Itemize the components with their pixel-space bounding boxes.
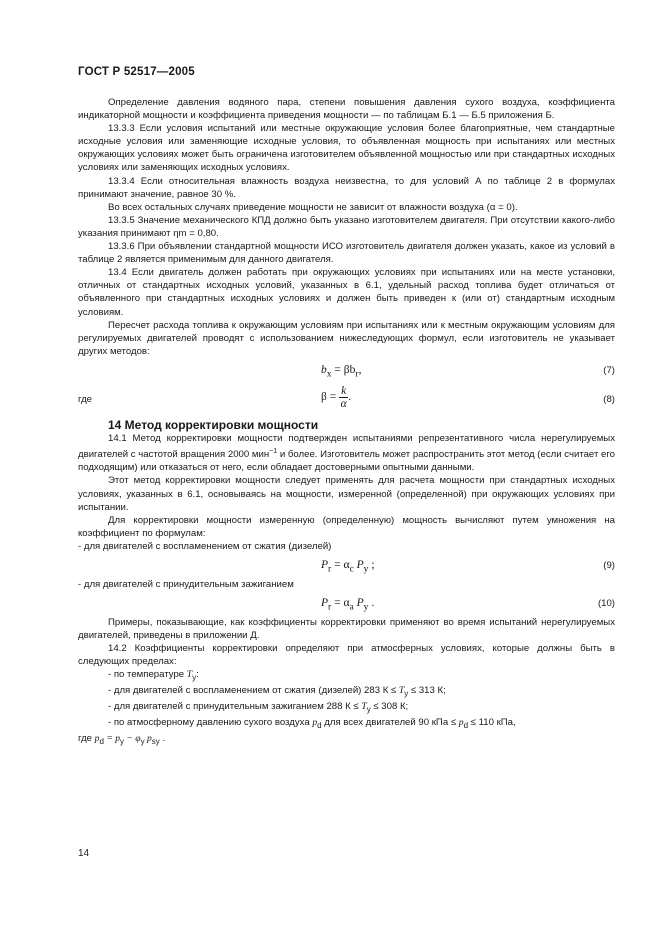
paragraph: Этот метод корректировки мощности следует применять для расчета мощности при стандартных исходных условиях, указанных в 6.1, основываясь на мощности, измеренной (определенной) при окружающих условиях при испытании.: [78, 475, 615, 513]
paragraph: Примеры, показывающие, как коэффициенты корректировки применяют во время испытаний нерегулируемых двигателей, приведены в приложении Д.: [78, 617, 615, 642]
paragraph: 13.3.4 Если относительная влажность воздуха неизвестна, то для условий А по таблице 2 в формулах принимают значение, равное 30 %.: [78, 175, 615, 200]
where-label: где: [78, 393, 93, 405]
section-title: 14 Метод корректировки мощности: [108, 417, 319, 432]
list-item: - для двигателей с принудительным зажиганием: [78, 579, 294, 590]
page-content: [78, 96, 615, 748]
list-item: - по атмосферному давлению сухого воздуха $p_d$ для всех двигателей 90 кПа ≤ $p_d \le 110$ кПа,: [108, 717, 516, 731]
list-item: - для двигателей с воспламенением от сжатия (дизелей) 283 $К \le T_y \le 313$ К;: [108, 685, 446, 699]
paragraph: Определение давления водяного пара, степени повышения давления сухого воздуха, коэффициента индикаторной мощности и коэффициента приведения мощности — по таблицам Б.1 — Б.5 приложения Б.: [78, 97, 615, 122]
paragraph: 13.3.6 При объявлении стандартной мощности ИСО изготовитель двигателя должен указать, какое из условий в таблице 2 является применимым для данного двигателя.: [78, 241, 615, 266]
fraction: $\frac{k}{\alpha}$: [340, 384, 347, 410]
equation-8-formula: β = $\frac{k}{\alpha}$ .: [321, 384, 352, 410]
equation-9: [78, 555, 615, 576]
equation-8: [78, 383, 615, 417]
where-clause: где $p_d = p_y - \varphi_y$ $p_{sy}$ .: [78, 733, 166, 747]
equation-10-formula: $P_r = \alpha_a$ $P_y$ .: [321, 597, 375, 613]
equation-7: [78, 360, 615, 381]
paragraph: Во всех остальных случаях приведение мощности не зависит от влажности воздуха (α = 0).: [108, 201, 518, 213]
paragraph: 13.3.5 Значение механического КПД должно быть указано изготовителем двигателя. При отсутствии какого-либо указания принимают ηm = 0,80.: [78, 214, 615, 239]
page-number: 14: [78, 848, 90, 859]
paragraph: 14.2 Коэффициенты корректировки определяют при атмосферных условиях, которые должны быть в следующих пределах:: [78, 643, 615, 668]
paragraph: 14.1 Метод корректировки мощности подтвержден испытаниями репрезентативного числа нерегулируемых двигателей с частотой вращения 2000 мин$^{-1}$ и более. Изготовитель может распространить этот метод (если считает его подходящим) или отказаться от него, если обладает достоверными опытными данными.: [78, 432, 615, 474]
equation-number: (7): [603, 364, 615, 376]
document-header: ГОСТ Р 52517—2005: [78, 66, 195, 78]
equation-number: (9): [603, 560, 615, 571]
equation-number: (8): [603, 393, 615, 405]
paragraph: Для корректировки мощности измеренную (определенную) мощность вычисляют путем умножения на коэффициент по формулам:: [78, 514, 615, 539]
equation-number: (10): [597, 598, 615, 610]
paragraph: 13.3.3 Если условия испытаний или местные окружающие условия более благоприятные, чем стандартные исходные условия или заменяющие исходные условия, то объявленная мощность при испытаниях или местных окружающих условиях может быть ограничена изготовителем объявленной мощностью или при стандартных исходных условиях или заменяющих исходных условиях.: [78, 123, 615, 174]
list-item: - для двигателей с принудительным зажиганием 288 $К \le T_y \le 308$ К;: [108, 701, 409, 715]
equation-10: [78, 593, 615, 614]
equation-9-formula: $P_r = \alpha_c$ $P_y$ ;: [321, 559, 375, 575]
list-item: - по температуре $T_y$:: [108, 669, 199, 683]
paragraph: Пересчет расхода топлива к окружающим условиям при испытаниях или к местным окружающим условиям для регулируемых двигателей проводят с использованием нижеследующих формул, если изготовитель не указывает других методов:: [78, 319, 615, 357]
paragraph: 13.4 Если двигатель должен работать при окружающих условиях при испытаниях или на месте установки, отличных от стандартных исходных условий, указанных в 6.1, удельный расход топлива будет отличаться от объявленного при стандартных исходных условиях и должен быть приведен к (или от) стандартным исходным условиям.: [78, 267, 615, 318]
list-item: - для двигателей с воспламенением от сжатия (дизелей): [78, 540, 332, 552]
equation-7-formula: $b_x = \beta b_r$,: [321, 363, 362, 380]
